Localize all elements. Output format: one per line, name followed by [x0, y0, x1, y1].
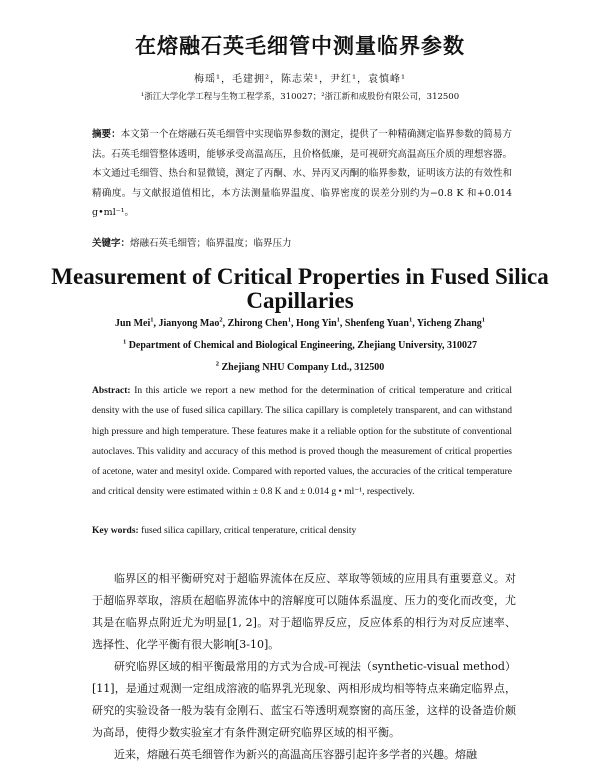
chinese-keywords	[92, 235, 512, 249]
body-paragraph: 临界区的相平衡研究对于超临界流体在反应、萃取等领域的应用具有重要意义。对于超临界萃取，溶质在超临界流体中的溶解度可以随体系温度、压力的变化而改变，尤其是在临界点附近尤为明显[1, 2]。对于超临界反应，反应体系的相行为对反应速率、选择性、化学平衡有很大影响[3-10]。	[92, 572, 516, 651]
chinese-affiliations: ¹浙江大学化学工程与生物工程学系，310027；²浙江新和成股份有限公司，312500	[140, 92, 460, 102]
author-name: Yicheng Zhang	[416, 318, 482, 329]
chinese-keywords-text: 熔融石英毛细管；临界温度；临界压力	[130, 238, 292, 249]
english-keywords	[92, 526, 512, 536]
english-abstract-label: Abstract:	[92, 386, 131, 396]
english-keywords-label: Key words:	[92, 526, 139, 536]
author-affiliation-mark: 1	[481, 316, 485, 324]
chinese-authors: 梅瑶¹，毛建拥²，陈志荣¹，尹红¹，袁慎峰¹	[193, 74, 407, 85]
body-paragraph: 近来，熔融石英毛细管作为新兴的高温高压容器引起许多学者的兴趣。熔融	[114, 748, 477, 761]
author-name: Zhirong Chen	[227, 318, 288, 329]
affiliation-mark: 1	[122, 338, 127, 346]
body-paragraph: 研究临界区域的相平衡最常用的方式为合成-可视法（synthetic-visual method）[11]，是通过观测一定组成溶液的临界乳光现象、两相形成均相等特点来确定临界点，研究的实验设备一般为装有金刚石、蓝宝石等透明观察窗的高压釜，这样的设备造价颇为高昂，使得少数实验室才有条件测定研究临界区域的相平衡。	[92, 660, 516, 739]
author-affiliation-mark: 1	[336, 316, 340, 324]
author-affiliation-mark: 1	[150, 316, 154, 324]
body-text	[92, 568, 516, 766]
chinese-title: 在熔融石英毛细管中测量临界参数	[135, 34, 465, 58]
english-affiliation-1	[0, 340, 600, 351]
english-authors: Jun Mei$^1$, Jianyong Mao$^2$, Zhirong Chen$^1$, Hong Yin$^1$, Shenfeng Yuan$^1$, Yicheng Zhang$^1$	[115, 316, 485, 329]
english-title: Measurement of Critical Properties in Fused Silica Capillaries	[51, 264, 549, 313]
affiliation-text: Department of Chemical and Biological Engineering, Zhejiang University, 310027	[128, 340, 478, 351]
affiliation-mark: 2	[215, 360, 219, 368]
author-affiliation-mark: 1	[408, 316, 413, 324]
chinese-abstract-text: 本文第一个在熔融石英毛细管中实现临界参数的测定，提供了一种精确测定临界参数的简易方法。石英毛细管整体透明，能够承受高温高压，且价格低廉，是可视研究高温高压介质的理想容器。本文通过毛细管、热台和显微镜，测定了丙酮、水、异丙叉丙酮的临界参数，证明该方法的有效性和精确度。与文献报道值相比，本方法测量临界温度、临界密度的误差分别约为−0.8 K 和+0.014 g•ml⁻¹。	[92, 129, 512, 218]
english-abstract-text: In this article we report a new method for the determination of critical temperature and critical density with the use of fused silica capillary. The silica capillary is completely transparent, and can withstand high pressure and high temperature. These features make it a reliable option for the substitute of conventional autoclaves. This validity and accuracy of this method is proved though the measurement of critical properties of acetone, water and mesityl oxide. Compared with reported values, the accuracies of the critical temperature and critical density were estimated within ± 0.8 K and ± 0.014 g • ml⁻¹, respectively.	[92, 386, 512, 498]
chinese-keywords-label: 关键字：	[92, 238, 131, 249]
author-name: Jun Mei	[115, 318, 151, 329]
affiliation-text: Zhejiang NHU Company Ltd., 312500	[221, 362, 385, 373]
chinese-abstract	[92, 125, 512, 223]
english-affiliation-2	[0, 362, 600, 373]
author-affiliation-mark: 2	[219, 316, 223, 324]
english-keywords-text: fused silica capillary, critical tenperature, critical density	[141, 526, 357, 536]
author-affiliation-mark: 1	[287, 316, 291, 324]
chinese-abstract-label: 摘要：	[92, 129, 121, 140]
author-name: Hong Yin	[296, 318, 337, 329]
author-name: Jianyong Mao	[158, 318, 220, 329]
author-name: Shenfeng Yuan	[344, 318, 409, 329]
english-abstract	[92, 381, 512, 503]
